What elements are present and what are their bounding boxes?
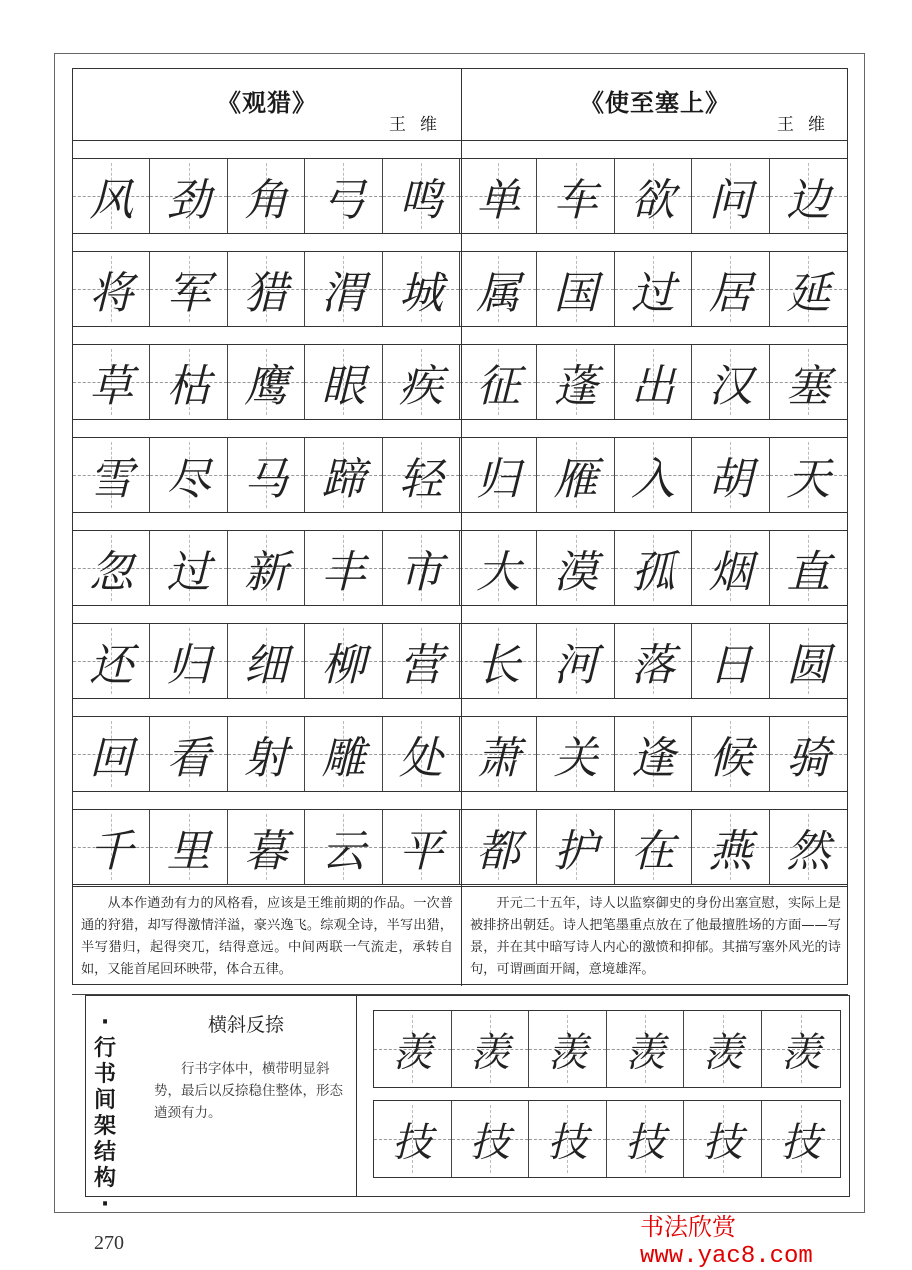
calligraphy-character: 烟: [708, 547, 753, 598]
character-cell: [692, 159, 769, 233]
grid-row: [73, 699, 847, 792]
character-cell: [460, 531, 537, 605]
character-cell: [228, 624, 305, 698]
calligraphy-character: 归: [166, 640, 211, 691]
character-cell: [305, 438, 382, 512]
character-cell: [305, 345, 382, 419]
commentary-right: 开元二十五年，诗人以监察御史的身份出塞宣慰，实际上是被排挤出朝廷。诗人把笔墨重点放在了他最擅胜场的方面——写景，并在其中暗写诗人内心的激愤和抑郁。其描写塞外风光的诗句，可谓画面开阔，意境雄浑。: [461, 887, 849, 986]
poem-title: 《观猎》: [217, 88, 317, 117]
calligraphy-character: 丰: [321, 547, 366, 598]
character-cell: [383, 252, 460, 326]
character-cell: [770, 159, 847, 233]
character-cell: [537, 252, 614, 326]
calligraphy-character: 尽: [166, 454, 211, 505]
row-cells: [73, 717, 847, 792]
poem-head-left: [73, 69, 461, 141]
vertical-label-char: ·: [100, 1010, 110, 1035]
character-cell: [615, 252, 692, 326]
calligraphy-character: 轻: [398, 454, 443, 505]
grid-row: [73, 606, 847, 699]
character-cell: [150, 159, 227, 233]
calligraphy-character: 汉: [708, 361, 753, 412]
practice-character: 羡: [625, 1029, 666, 1076]
character-cell: [537, 345, 614, 419]
calligraphy-character: 看: [166, 733, 211, 784]
row-spacer: [73, 234, 847, 252]
practice-cell: [529, 1011, 607, 1087]
calligraphy-character: 云: [321, 826, 366, 877]
character-cell: [73, 252, 150, 326]
calligraphy-character: 胡: [708, 454, 753, 505]
calligraphy-character: 军: [166, 268, 211, 319]
vertical-label-char: 行: [93, 1036, 116, 1061]
practice-character: 技: [702, 1119, 743, 1166]
calligraphy-grid: [73, 141, 847, 886]
calligraphy-character: 大: [476, 547, 521, 598]
character-cell: [460, 624, 537, 698]
practice-cell: [607, 1011, 685, 1087]
row-spacer: [73, 420, 847, 438]
practice-character: 羡: [469, 1029, 510, 1076]
character-cell: [305, 810, 382, 884]
calligraphy-character: 过: [631, 268, 676, 319]
character-cell: [383, 531, 460, 605]
character-cell: [460, 810, 537, 884]
character-cell: [383, 345, 460, 419]
practice-cell: [374, 1011, 452, 1087]
grid-row: [73, 420, 847, 513]
calligraphy-character: 燕: [708, 826, 753, 877]
column-divider: [461, 69, 462, 886]
calligraphy-character: 鸣: [398, 175, 443, 226]
calligraphy-character: 单: [476, 175, 521, 226]
character-cell: [537, 624, 614, 698]
character-cell: [692, 531, 769, 605]
vertical-label-char: 书: [93, 1062, 116, 1087]
poem-author: 王维: [777, 115, 839, 135]
character-cell: [73, 624, 150, 698]
character-cell: [537, 810, 614, 884]
calligraphy-character: 里: [166, 826, 211, 877]
calligraphy-character: 暮: [244, 826, 289, 877]
character-cell: [73, 717, 150, 791]
calligraphy-character: 渭: [321, 268, 366, 319]
character-cell: [460, 159, 537, 233]
calligraphy-character: 细: [244, 640, 289, 691]
practice-character: 技: [625, 1119, 666, 1166]
calligraphy-character: 平: [398, 826, 443, 877]
character-cell: [692, 252, 769, 326]
row-spacer: [73, 699, 847, 717]
calligraphy-character: 直: [786, 547, 831, 598]
practice-character: 技: [547, 1119, 588, 1166]
calligraphy-character: 忽: [89, 547, 134, 598]
calligraphy-character: 射: [244, 733, 289, 784]
character-cell: [73, 345, 150, 419]
character-cell: [73, 531, 150, 605]
calligraphy-character: 在: [631, 826, 676, 877]
calligraphy-character: 新: [244, 547, 289, 598]
vertical-label-char: 构: [93, 1166, 116, 1191]
calligraphy-character: 处: [398, 733, 443, 784]
calligraphy-character: 眼: [321, 361, 366, 412]
vertical-label-char: 结: [93, 1140, 116, 1165]
practice-cell: [374, 1101, 452, 1177]
calligraphy-character: 回: [89, 733, 134, 784]
practice-row: [373, 1010, 841, 1088]
character-cell: [615, 531, 692, 605]
calligraphy-character: 归: [476, 454, 521, 505]
practice-cell: [762, 1011, 840, 1087]
character-cell: [615, 624, 692, 698]
practice-character: 羡: [702, 1029, 743, 1076]
calligraphy-character: 护: [553, 826, 598, 877]
calligraphy-character: 马: [244, 454, 289, 505]
calligraphy-character: 雁: [553, 454, 598, 505]
row-spacer: [73, 606, 847, 624]
calligraphy-character: 欲: [631, 175, 676, 226]
commentary-section: [73, 886, 847, 986]
character-cell: [615, 438, 692, 512]
calligraphy-character: 属: [476, 268, 521, 319]
character-cell: [383, 717, 460, 791]
calligraphy-character: 草: [89, 361, 134, 412]
calligraphy-character: 居: [708, 268, 753, 319]
calligraphy-character: 车: [553, 175, 598, 226]
practice-cell: [452, 1101, 530, 1177]
row-cells: [73, 159, 847, 234]
character-cell: [150, 252, 227, 326]
calligraphy-character: 出: [631, 361, 676, 412]
character-cell: [770, 252, 847, 326]
calligraphy-character: 然: [786, 826, 831, 877]
calligraphy-character: 风: [89, 175, 134, 226]
grid-row: [73, 327, 847, 420]
calligraphy-character: 日: [708, 640, 753, 691]
practice-cell: [684, 1101, 762, 1177]
character-cell: [615, 345, 692, 419]
calligraphy-character: 柳: [321, 640, 366, 691]
practice-character: 羡: [392, 1029, 433, 1076]
practice-cell: [684, 1011, 762, 1087]
lesson-title: 横斜反捺: [207, 1014, 284, 1036]
character-cell: [692, 345, 769, 419]
character-cell: [770, 345, 847, 419]
grid-row: [73, 234, 847, 327]
practice-cell: [762, 1101, 840, 1177]
row-spacer: [73, 513, 847, 531]
row-cells: [73, 624, 847, 699]
character-cell: [150, 810, 227, 884]
calligraphy-character: 塞: [786, 361, 831, 412]
character-cell: [383, 624, 460, 698]
character-cell: [305, 159, 382, 233]
calligraphy-character: 圆: [786, 640, 831, 691]
character-cell: [150, 717, 227, 791]
character-cell: [73, 438, 150, 512]
practice-character: 羡: [780, 1029, 821, 1076]
poem-header: [73, 69, 847, 141]
character-cell: [537, 159, 614, 233]
practice-character: 技: [780, 1119, 821, 1166]
character-cell: [150, 345, 227, 419]
calligraphy-character: 雕: [321, 733, 366, 784]
calligraphy-character: 劲: [166, 175, 211, 226]
calligraphy-character: 入: [631, 454, 676, 505]
character-cell: [460, 345, 537, 419]
character-cell: [692, 717, 769, 791]
calligraphy-character: 关: [553, 733, 598, 784]
character-cell: [150, 438, 227, 512]
vertical-label-char: ·: [100, 1192, 110, 1217]
calligraphy-character: 延: [786, 268, 831, 319]
grid-row: [73, 513, 847, 606]
practice-row: [373, 1100, 841, 1178]
character-cell: [228, 252, 305, 326]
calligraphy-character: 征: [476, 361, 521, 412]
page-number: 270: [94, 1232, 124, 1254]
character-cell: [537, 717, 614, 791]
calligraphy-character: 落: [631, 640, 676, 691]
character-cell: [770, 531, 847, 605]
row-cells: [73, 345, 847, 420]
vertical-label-char: 架: [93, 1114, 116, 1139]
character-cell: [383, 159, 460, 233]
lesson-divider: [356, 996, 357, 1196]
grid-row: [73, 792, 847, 885]
calligraphy-character: 市: [398, 547, 443, 598]
row-spacer: [73, 141, 847, 159]
practice-cell: [529, 1101, 607, 1177]
character-cell: [305, 252, 382, 326]
character-cell: [305, 717, 382, 791]
character-cell: [770, 438, 847, 512]
practice-character: 技: [392, 1119, 433, 1166]
character-cell: [228, 810, 305, 884]
practice-character: 羡: [547, 1029, 588, 1076]
row-cells: [73, 252, 847, 327]
character-cell: [460, 717, 537, 791]
character-cell: [383, 810, 460, 884]
calligraphy-character: 将: [89, 268, 134, 319]
calligraphy-character: 孤: [631, 547, 676, 598]
character-cell: [692, 810, 769, 884]
calligraphy-character: 河: [553, 640, 598, 691]
calligraphy-character: 疾: [398, 361, 443, 412]
calligraphy-character: 边: [786, 175, 831, 226]
calligraphy-character: 猎: [244, 268, 289, 319]
row-spacer: [73, 792, 847, 810]
lesson-text: 行书字体中，横带明显斜势，最后以反捺稳住整体，形态遒颈有力。: [154, 1061, 343, 1121]
calligraphy-character: 千: [89, 826, 134, 877]
character-cell: [228, 531, 305, 605]
calligraphy-character: 鹰: [244, 361, 289, 412]
watermark: 书法欣赏 www.yac8.com: [640, 1216, 813, 1270]
character-cell: [73, 810, 150, 884]
character-cell: [770, 810, 847, 884]
poem-title: 《使至塞上》: [580, 88, 730, 117]
character-cell: [228, 438, 305, 512]
character-cell: [305, 531, 382, 605]
commentary-left: 从本作遒劲有力的风格看，应该是王维前期的作品。一次普通的狩猎，却写得激情洋溢，豪兴逸飞。综观全诗，半写出猎，半写猎归，起得突兀，结得意远。中间两联一气流走，承转自如，又能首尾回环映带，体合五律。: [81, 896, 453, 977]
lesson-panel: [85, 995, 850, 1217]
character-cell: [537, 531, 614, 605]
vertical-label-char: 间: [93, 1088, 116, 1113]
poem-panel: [72, 68, 848, 985]
calligraphy-character: 都: [476, 826, 521, 877]
character-cell: [692, 438, 769, 512]
character-cell: [73, 159, 150, 233]
calligraphy-character: 天: [786, 454, 831, 505]
section-vertical-label: [92, 1010, 118, 1218]
character-cell: [615, 717, 692, 791]
character-cell: [460, 438, 537, 512]
calligraphy-character: 蹄: [321, 454, 366, 505]
character-cell: [383, 438, 460, 512]
character-cell: [228, 717, 305, 791]
calligraphy-character: 营: [398, 640, 443, 691]
calligraphy-character: 萧: [476, 733, 521, 784]
character-cell: [770, 717, 847, 791]
calligraphy-character: 候: [708, 733, 753, 784]
calligraphy-character: 漠: [553, 547, 598, 598]
poem-head-right: [461, 69, 849, 141]
practice-character: 技: [469, 1119, 510, 1166]
row-cells: [73, 438, 847, 513]
row-cells: [73, 810, 847, 885]
character-cell: [150, 624, 227, 698]
character-cell: [615, 810, 692, 884]
character-cell: [692, 624, 769, 698]
character-cell: [770, 624, 847, 698]
calligraphy-character: 逢: [631, 733, 676, 784]
calligraphy-character: 雪: [89, 454, 134, 505]
grid-row: [73, 141, 847, 234]
character-cell: [228, 345, 305, 419]
row-spacer: [73, 327, 847, 345]
calligraphy-character: 国: [553, 268, 598, 319]
calligraphy-character: 弓: [321, 175, 366, 226]
calligraphy-character: 城: [398, 268, 443, 319]
poem-author: 王维: [389, 115, 451, 135]
character-cell: [305, 624, 382, 698]
practice-cell: [452, 1011, 530, 1087]
calligraphy-character: 枯: [166, 361, 211, 412]
character-cell: [150, 531, 227, 605]
calligraphy-character: 角: [244, 175, 289, 226]
practice-cell: [607, 1101, 685, 1177]
character-cell: [228, 159, 305, 233]
calligraphy-character: 问: [708, 175, 753, 226]
calligraphy-character: 蓬: [553, 361, 598, 412]
row-cells: [73, 531, 847, 606]
calligraphy-character: 长: [476, 640, 521, 691]
calligraphy-character: 骑: [786, 733, 831, 784]
character-cell: [460, 252, 537, 326]
calligraphy-character: 还: [89, 640, 134, 691]
character-cell: [615, 159, 692, 233]
calligraphy-character: 过: [166, 547, 211, 598]
character-cell: [537, 438, 614, 512]
